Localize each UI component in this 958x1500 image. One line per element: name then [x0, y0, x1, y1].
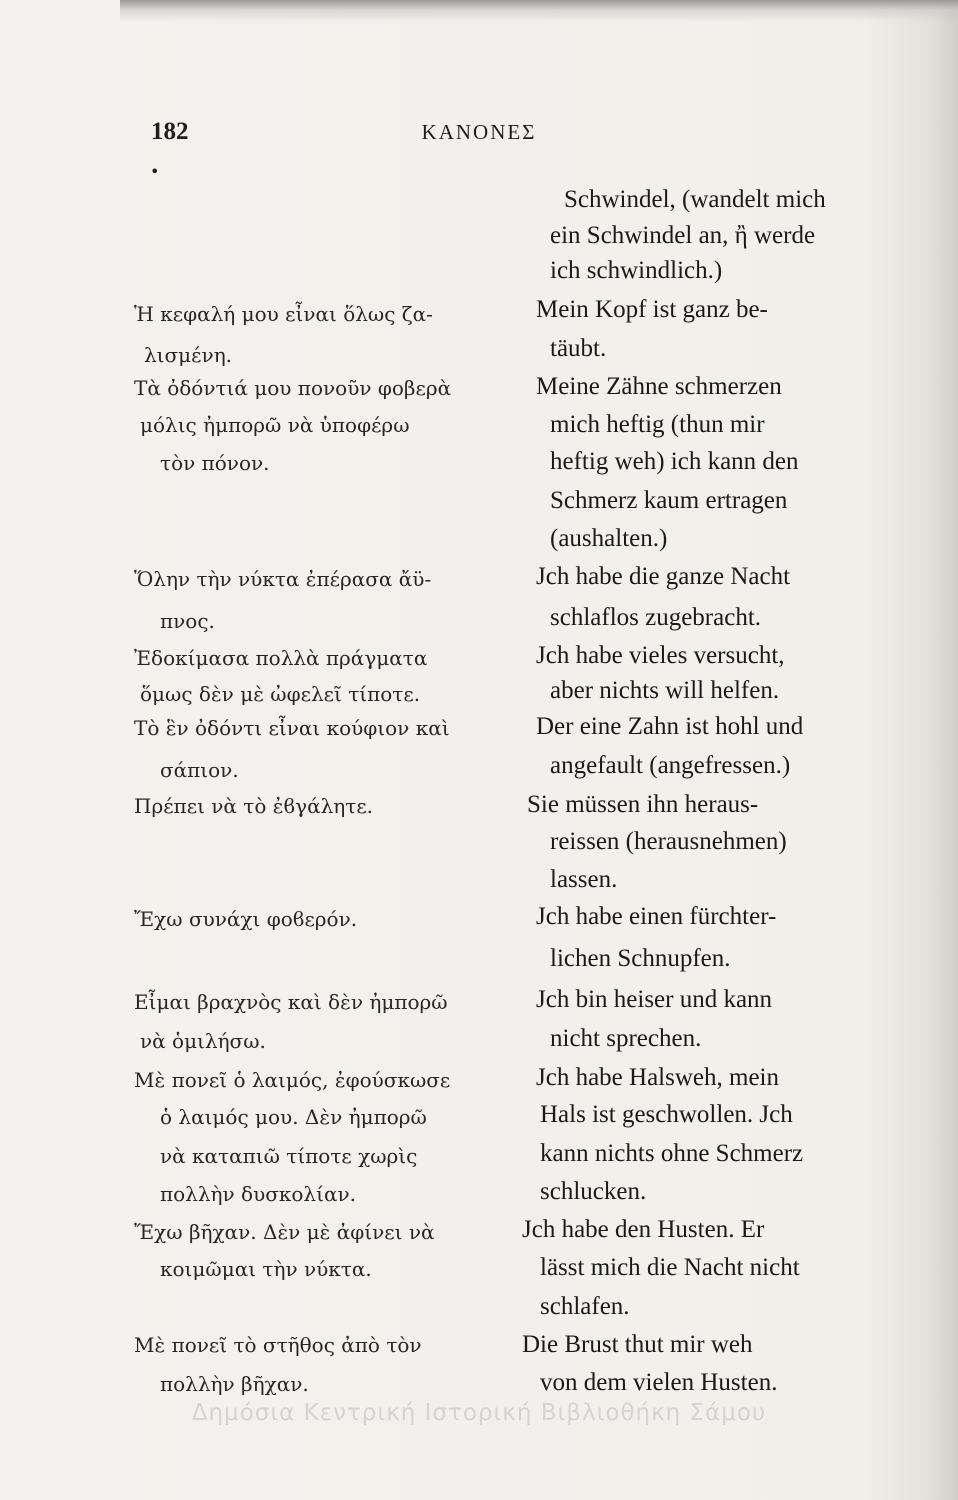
german-line: Jch habe einen fürchter- [536, 903, 777, 930]
greek-line: Ἔχω βῆχαν. Δὲν μὲ ἀφίνει νὰ [134, 1220, 435, 1244]
top-edge-shadow [120, 0, 958, 22]
greek-line: ὁ λαιμός μου. Δὲν ἠμπορῶ [160, 1105, 427, 1129]
german-line: lichen Schnupfen. [550, 945, 731, 972]
greek-line: ὅμως δὲν μὲ ὠφελεῖ τίποτε. [140, 682, 421, 706]
greek-line: σάπιον. [160, 758, 239, 782]
german-line: Jch bin heiser und kann [536, 986, 773, 1013]
greek-line: Μὲ πονεῖ τὸ στῆθος ἀπὸ τὸν [134, 1333, 422, 1357]
german-line: schlafen. [540, 1293, 630, 1320]
german-line: angefault (angefressen.) [550, 752, 791, 779]
german-line: schlucken. [540, 1178, 647, 1205]
german-line: ich schwindlich.) [550, 257, 723, 284]
greek-line: πνος. [160, 609, 215, 633]
bullet-mark: • [150, 162, 160, 181]
library-watermark: Δημόσια Κεντρική Ιστορική Βιβλιοθήκη Σάμου [191, 1400, 767, 1426]
german-line: ein Schwindel an, ἢ werde [550, 222, 816, 249]
german-line: reissen (herausnehmen) [550, 828, 787, 855]
german-line: Sie müssen ihn heraus- [527, 791, 759, 818]
german-line: Schwindel, (wandelt mich [564, 186, 826, 213]
greek-line: Ὅλην τὴν νύκτα ἐπέρασα ἄϋ- [134, 567, 432, 591]
german-line: Jch habe den Husten. Er [522, 1216, 765, 1243]
greek-line: πολλὴν δυσκολίαν. [160, 1182, 356, 1206]
greek-line: Ἡ κεφαλή μου εἶναι ὅλως ζα- [134, 302, 433, 326]
german-line: aber nichts will helfen. [550, 677, 780, 704]
german-line: Der eine Zahn ist hohl und [536, 713, 804, 740]
greek-line: κοιμῶμαι τὴν νύκτα. [160, 1257, 372, 1281]
german-line: von dem vielen Husten. [540, 1369, 778, 1396]
greek-line: Πρέπει νὰ τὸ ἐϐγάλητε. [134, 794, 374, 818]
greek-line: μόλις ἠμπορῶ νὰ ὑποφέρω [140, 413, 410, 437]
german-line: heftig weh) ich kann den [550, 448, 799, 475]
german-line: kann nichts ohne Schmerz [540, 1140, 804, 1167]
german-line: täubt. [550, 335, 607, 362]
greek-line: νὰ καταπιῶ τίποτε χωρὶς [160, 1144, 418, 1168]
german-line: Jch habe Halsweh, mein [536, 1064, 779, 1091]
german-line: nicht sprechen. [550, 1025, 702, 1052]
german-line: Mein Kopf ist ganz be- [536, 296, 768, 323]
page-number: 182 [151, 118, 189, 145]
greek-line: λισμένη. [144, 343, 233, 367]
german-line: schlaflos zugebracht. [550, 604, 762, 631]
greek-line: Τὸ ἓν ὀδόντι εἶναι κούφιον καὶ [134, 716, 450, 740]
german-line: Meine Zähne schmerzen [536, 373, 782, 400]
greek-line: πολλὴν βῆχαν. [160, 1372, 309, 1396]
german-line: Jch habe die ganze Nacht [536, 563, 791, 590]
german-line: Schmerz kaum ertragen [550, 487, 788, 514]
greek-line: Εἶμαι βραχνὸς καὶ δὲν ἠμπορῶ [134, 990, 448, 1014]
greek-line: Τὰ ὀδόντιά μου πονοῦν φοβερὰ [134, 376, 452, 400]
greek-line: Ἐδοκίμασα πολλὰ πράγματα [134, 646, 428, 670]
greek-line: Ἔχω συνάχι φοϐερόν. [134, 907, 358, 931]
running-head: ΚΑΝΟΝΕΣ [421, 120, 537, 144]
german-line: (aushalten.) [550, 525, 668, 552]
german-line: lassen. [550, 866, 618, 893]
german-line: Jch habe vieles versucht, [536, 642, 785, 669]
greek-line: Μὲ πονεῖ ὁ λαιμός, ἐφούσκωσε [134, 1068, 451, 1092]
greek-line: τὸν πόνον. [160, 451, 270, 475]
greek-line: νὰ ὁμιλήσω. [140, 1029, 266, 1053]
german-line: Die Brust thut mir weh [522, 1331, 753, 1358]
german-line: Hals ist geschwollen. Jch [540, 1101, 793, 1128]
german-line: mich heftig (thun mir [550, 411, 765, 438]
german-line: lässt mich die Nacht nicht [540, 1254, 800, 1281]
